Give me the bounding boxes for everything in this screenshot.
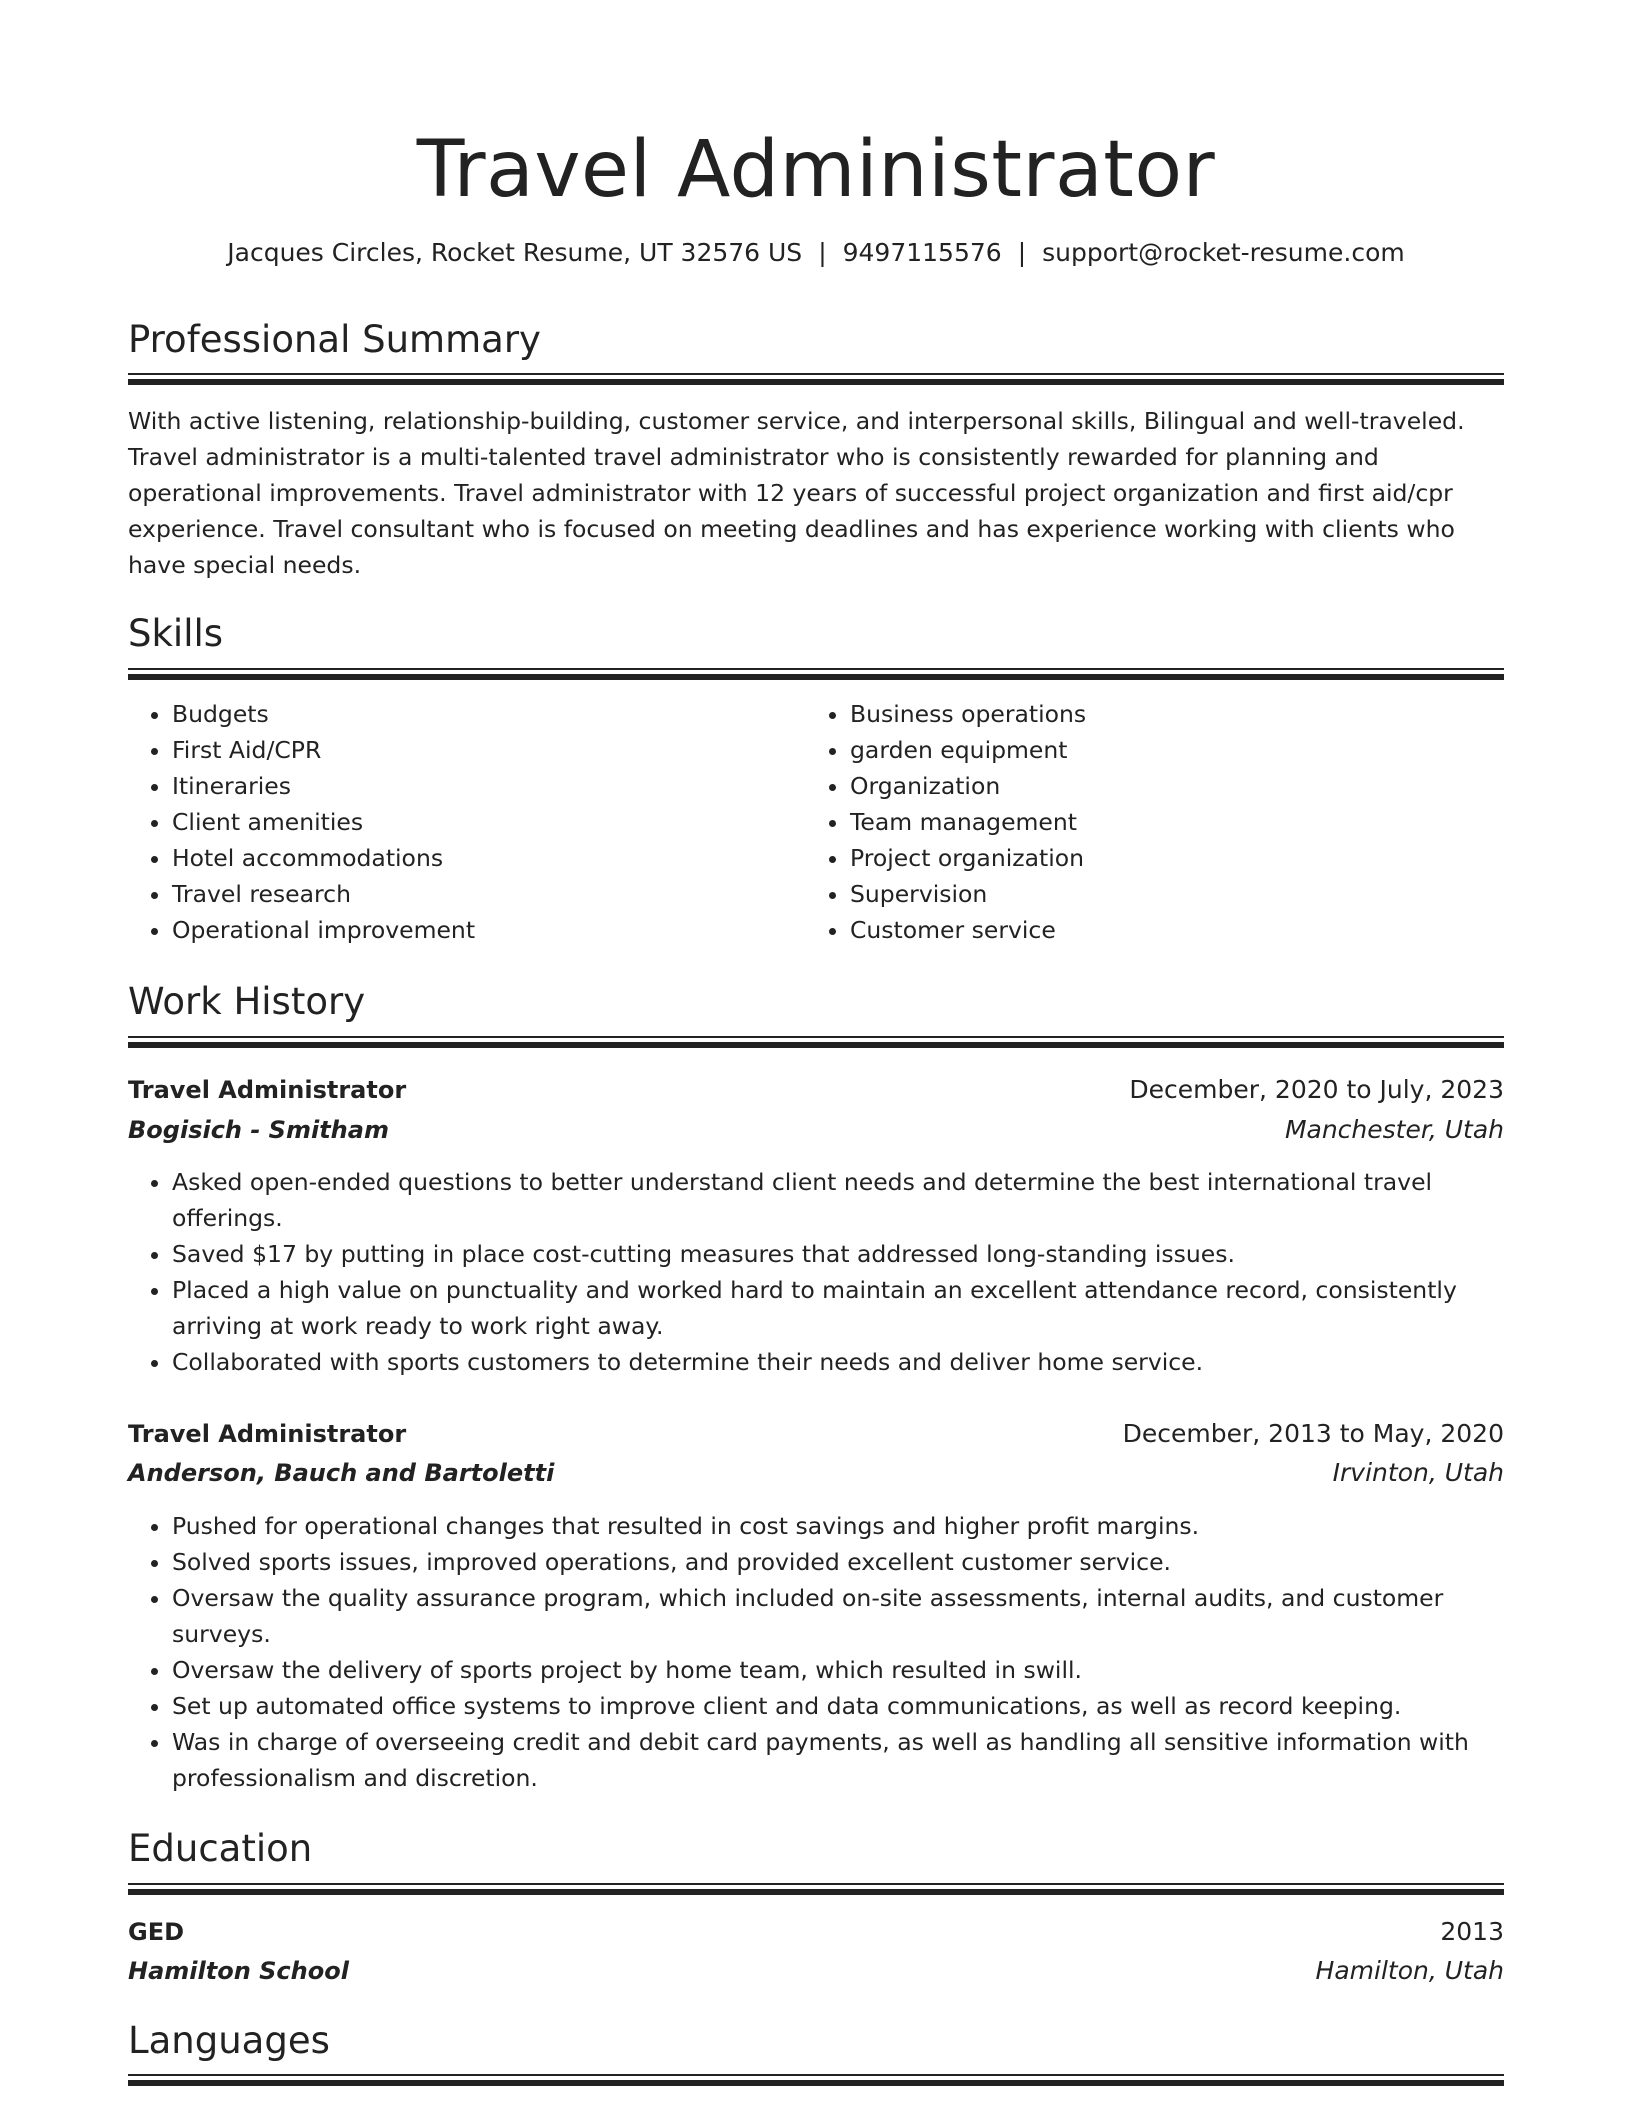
education-location: Hamilton, Utah: [1315, 1956, 1504, 1985]
contact-email[interactable]: support@rocket-resume.com: [1042, 238, 1405, 267]
job-bullet: • Set up automated office systems to improve client and data communications, as well as record keeping.: [172, 1688, 1504, 1724]
skill-item: • Business operations: [850, 696, 1470, 732]
job-bullet: • Oversaw the quality assurance program, which included on-site assessments, internal audits, and customer surveys.: [172, 1580, 1504, 1652]
summary-text: With active listening, relationship-building, customer service, and interpersonal skills, Bilingual and well-traveled. Travel administrator is a multi-talented travel administrator who is consistently rewarded for planning and operational improvements. Travel administrator with 12 years of successful project organization and first aid/cpr experience. Travel consultant who is focused on meeting deadlines and has experience working with clients who have special needs.: [128, 407, 1465, 579]
job-bullet: • Saved $17 by putting in place cost-cutting measures that addressed long-standing issues.: [172, 1236, 1504, 1272]
skills-heading: Skills: [128, 612, 224, 655]
job-company: Anderson, Bauch and Bartoletti: [128, 1459, 555, 1487]
section-divider: [128, 1883, 1504, 1895]
skill-item: • First Aid/CPR: [172, 732, 792, 768]
section-divider: [128, 373, 1504, 385]
skills-list-right: [806, 696, 1470, 948]
job-bullet: • Was in charge of overseeing credit and debit card payments, as well as handling all sensitive information with professionalism and discretion.: [172, 1724, 1504, 1796]
skill-item: • Project organization: [850, 840, 1470, 876]
skill-item: • Itineraries: [172, 768, 792, 804]
skill-item: • Client amenities: [172, 804, 792, 840]
job-dates: December, 2020 to July, 2023: [1129, 1075, 1504, 1104]
job-role: Travel Administrator: [128, 1420, 407, 1448]
languages-heading: Languages: [128, 2019, 330, 2062]
skill-item: • Budgets: [172, 696, 792, 732]
skill-item: • Organization: [850, 768, 1470, 804]
education-school: Hamilton School: [128, 1957, 349, 1985]
job-bullet: • Asked open-ended questions to better understand client needs and determine the best international travel offerings.: [172, 1164, 1504, 1236]
skill-item: • Hotel accommodations: [172, 840, 792, 876]
skill-item: • Team management: [850, 804, 1470, 840]
education-year: 2013: [1440, 1917, 1504, 1946]
job-bullet: • Oversaw the delivery of sports project by home team, which resulted in swill.: [172, 1652, 1504, 1688]
skill-item: • Supervision: [850, 876, 1470, 912]
work-heading: Work History: [128, 980, 366, 1023]
job-bullet: • Placed a high value on punctuality and worked hard to maintain an excellent attendance record, consistently arriving at work ready to work right away.: [172, 1272, 1504, 1344]
job-bullet: • Collaborated with sports customers to determine their needs and deliver home service.: [172, 1344, 1504, 1380]
education-degree: GED: [128, 1918, 185, 1946]
contact-phone: 9497115576: [842, 238, 1002, 267]
job-company: Bogisich - Smitham: [128, 1116, 389, 1144]
job-location: Irvinton, Utah: [1332, 1458, 1504, 1487]
job-bullet: • Pushed for operational changes that resulted in cost savings and higher profit margins.: [172, 1508, 1504, 1544]
section-divider: [128, 668, 1504, 680]
skill-item: • Customer service: [850, 912, 1470, 948]
education-heading: Education: [128, 1827, 313, 1870]
skill-item: • garden equipment: [850, 732, 1470, 768]
contact-separator: |: [818, 238, 827, 267]
skills-list-left: [128, 696, 792, 948]
resume-name: Travel Administrator: [416, 125, 1216, 215]
contact-separator: |: [1017, 238, 1027, 267]
section-divider: [128, 1036, 1504, 1048]
contact-line: [128, 236, 1504, 270]
summary-heading: Professional Summary: [128, 318, 541, 361]
skill-item: • Operational improvement: [172, 912, 792, 948]
job-location: Manchester, Utah: [1284, 1115, 1504, 1144]
contact-address: Jacques Circles, Rocket Resume, UT 32576 US: [227, 238, 803, 267]
job-dates: December, 2013 to May, 2020: [1122, 1419, 1504, 1448]
job-bullets: [128, 1164, 1504, 1380]
job-bullet: • Solved sports issues, improved operations, and provided excellent customer service.: [172, 1544, 1504, 1580]
job-bullets: [128, 1508, 1504, 1796]
skill-item: • Travel research: [172, 876, 792, 912]
job-role: Travel Administrator: [128, 1076, 407, 1104]
section-divider: [128, 2074, 1504, 2086]
